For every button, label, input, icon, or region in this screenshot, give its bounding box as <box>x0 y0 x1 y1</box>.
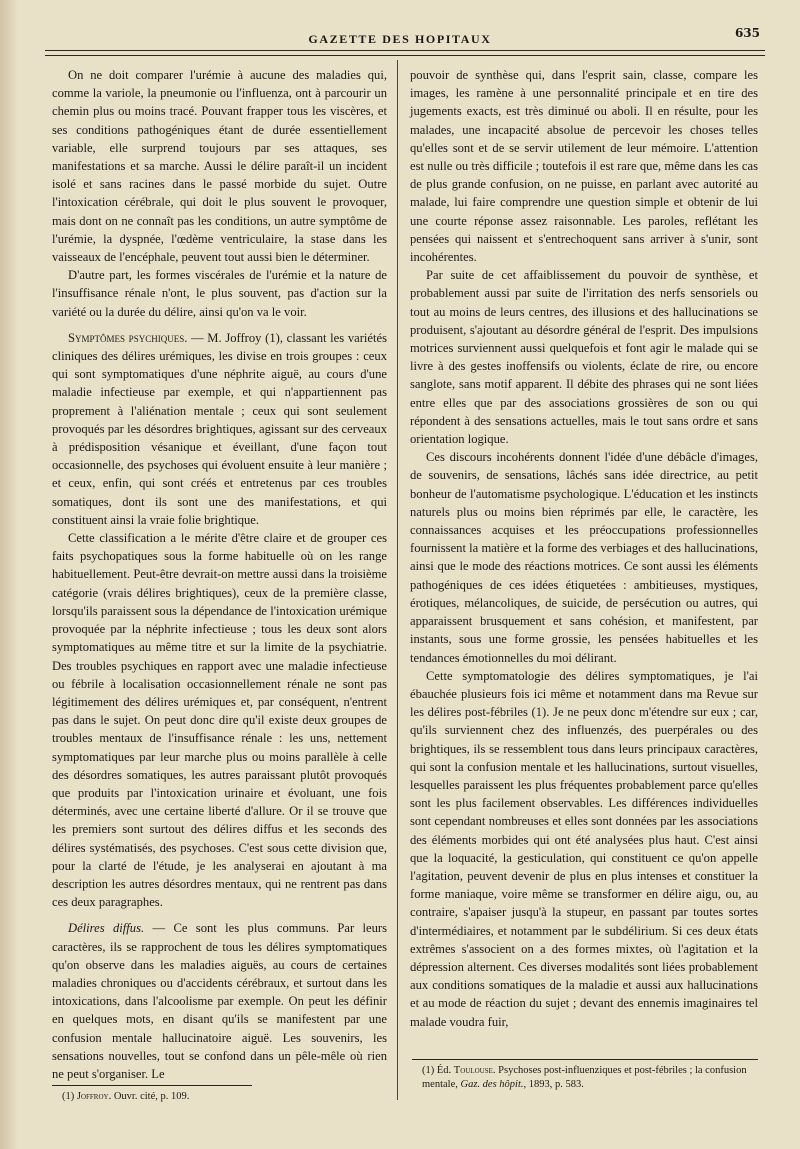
binding-edge <box>0 0 18 1149</box>
paragraph: pouvoir de synthèse qui, dans l'esprit sain, classe, compare les images, les ramène à une personnalité principale et en tire des jugements exacts, est très diminué ou aboli. Il en résulte, pour les malades, une incapacité absolue de percevoir les choses telles qu'elles sont et de se servir utilement de leur mémoire. L'attention est nulle ou très difficile ; toutefois il est rare que, même dans les cas de plus grande confusion, on ne puisse, en parlant avec autorité au malade, lui faire comprendre une question simple et obtenir de lui une courte réponse assez raisonnable. Les paroles, reflétant les pensées qui naissent et s'entrechoquent sans arriver à s'unir, sont incohérentes. <box>410 68 758 265</box>
paragraph: On ne doit comparer l'urémie à aucune des maladies qui, comme la variole, la pneumonie ou l'influenza, ont à parcourir un chemin plus ou moins tracé. Pouvant frapper tous les viscères, et ses conditions pathogéniques étant de durée essentiellement variable, elle surprend toujours par ses attaques, ses manifestations et sa marche. Aussi le délire paraît-il un incident isolé et sans racines dans le passé morbide du sujet. Outre l'intoxication cérébrale, qui doit le plus souvent le provoquer, mais dont on ne connaît pas les conditions, un autre symptôme de l'urémie, la dyspnée, l'œdème ventriculaire, la stase dans les vaisseaux de l'encéphale, peuvent tout aussi bien le déterminer. <box>52 68 387 265</box>
section-heading: Symptômes psychiques. <box>68 330 188 345</box>
footnote-left <box>62 1090 392 1104</box>
footnote-rule-right <box>412 1059 758 1060</box>
right-column <box>410 66 758 1031</box>
left-column <box>52 66 387 1083</box>
footnote-text: , 1893, p. 583. <box>523 1079 584 1090</box>
header-rule-thin <box>45 55 765 56</box>
footnote-marker: (1) <box>62 1091 77 1102</box>
footnote-text: . Ouvr. cité, p. 109. <box>108 1091 190 1102</box>
footnote-marker: (1) Éd. <box>422 1065 454 1076</box>
paragraph: Ces discours incohérents donnent l'idée d'une débâcle d'images, de souvenirs, de sensations, lâchés sans idée directrice, au petit bonheur de l'automatisme psychologique. L'éducation et les instincts naturels plus ou moins bien réprimés par elle, le caractère, les connaissances acquises et les préoccupations professionnelles fournissent la matière et la forme des verbiages et des hallucinations, ainsi que le mode des réactions motrices. Ce sont aussi les éléments pathogéniques de ces idées étiquetées : ambitieuses, mystiques, érotiques, mélancoliques, de suicide, de persécution ou autres, qui apparaissent brusquement et sans cohésion, et manifestent, par instants, sous une forme grossie, les pensées habituelles et les tendances émotionnelles du moi délirant. <box>410 450 758 665</box>
paragraph: D'autre part, les formes viscérales de l'urémie et la nature de l'insuffisance rénale n'ont, le plus souvent, pas d'action sur la variété ou la durée du délire, ainsi qu'on va le voir. <box>52 268 387 319</box>
page-number: 635 <box>734 26 760 40</box>
page-header-title: GAZETTE DES HOPITAUX <box>308 32 492 46</box>
paragraph: Par suite de cet affaiblissement du pouvoir de synthèse, et probablement aussi par suite de l'irritation des nerfs sensoriels ou tout au moins de leurs centres, des illusions et des hallucinations se produisent, s'ajoutant au désordre général de l'esprit. Des impulsions motrices surviennent aussi quelquefois et font agir le malade qui se livre à des gestes inoffensifs ou violents, éclate de rire, ou encore sanglote, sans motif apparent. Il débite des phrases qui ne sont liées entre elles que par des associations grossières de son ou qui répondent à des sensations actuelles, mais le tout sans ordre et sans orientation logique. <box>410 268 758 447</box>
header-rule <box>45 50 765 51</box>
footnote-journal: Gaz. des hôpit. <box>460 1079 524 1090</box>
footnote-text: . Psychoses post-influenziques et post-fébriles ; la confusion mentale, <box>422 1065 747 1090</box>
footnote-author: Joffroy <box>76 1091 109 1102</box>
footnote-right <box>422 1064 758 1092</box>
paragraph: Cette symptomatologie des délires symptomatiques, je l'ai ébauchée plusieurs fois ici même et notamment dans ma Revue sur les délires post-fébriles (1). Je ne peux donc m'étendre sur eux ; car, qu'ils surviennent chez des influenzés, des puerpérales ou des brightiques, ils se ressemblent tous dans leurs principaux caractères, qui sont la confusion mentale et les hallucinations, surtout visuelles, lesquelles paraissent les plus fréquentes probablement parce qu'elles sont les plus facilement observables. Les différences individuelles sont cependant nombreuses et elles sont données par les associations des éléments morbides qui ont été analysées plus haut. C'est ainsi que la loquacité, la gesticulation, qui constituent ce qu'on appelle l'agitation, peuvent devenir de plus en plus intenses et constituer la forme maniaque, voire même se transformer en délire aigu, ou, au contraire, s'apaiser jusqu'à la stupeur, en passant par toutes sortes d'intermédiaires, et notamment par le subdélirium. Si ces deux états extrêmes s'associent on a des formes mixtes, où l'agitation et la dépression alternent. Ces diverses modalités sont liées probablement aux conditions somatiques de la maladie et aussi aux hallucinations et au mode de réaction du sujet ; devant des ennemis imaginaires tel malade voudra fuir, <box>410 668 758 1029</box>
column-divider <box>397 60 398 1100</box>
footnote-author: Toulouse <box>453 1065 493 1076</box>
footnote-rule-left <box>52 1085 252 1086</box>
section-heading: Délires diffus. <box>68 921 145 936</box>
paragraph-delires-diffus <box>52 919 387 1083</box>
paragraph-text: — Ce sont les plus communs. Par leurs caractères, ils se rapprochent de tous les délires symptomatiques qu'on observe dans les maladies aiguës, au cours de certaines maladies chroniques ou d'accidents cérébraux, et surtout dans les intoxications, dans l'alcoolisme par exemple. On peut les définir en quelques mots, en disant qu'ils se manifestent par une confusion mentale hallucinatoire aiguë. Les souvenirs, les sensations nouvelles, tout se confond dans un pêle-mêle où rien ne peut s'organiser. Le <box>52 921 387 1081</box>
paragraph-symptomes <box>52 329 387 529</box>
paragraph: Cette classification a le mérite d'être claire et de grouper ces faits psychopatiques sous la forme habituelle où on les range habituellement. Peut-être devrait-on mettre aussi dans la troisième catégorie (vrais délires brightiques), ceux de la première classe, lorsqu'ils paraissent sous la dépendance de l'intoxication urémique provoquée par la néphrite infectieuse ; tous les deux sont alors symptomatiques au même titre et sur la limite de la psychiatrie. Des troubles psychiques en rapport avec une maladie infectieuse ou fébrile à localisation occasionnellement rénale ne sont pas légitimement des délires urémiques et, par conséquent, n'entrent pas dans le sujet. On peut donc dire qu'il existe deux groupes de troubles mentaux de l'insuffisance rénale : les uns, nettement symptomatiques par leur marche plus ou moins parallèle à celle des désordres somatiques, les autres paraissant plutôt provoqués que produits par l'intoxication urinaire et évoluant, une fois déterminés, avec une certaine liberté d'allure. Or il se trouve que les premiers sont surtout des délires diffus et les seconds des délires systématisés, des psychoses. C'est sous cette division que, pour la clarté de l'étude, je les analyserai en ajoutant à ma description les autres désordres mentaux, qui ne rentrent pas dans ces deux paragraphes. <box>52 531 387 910</box>
paragraph-text: — M. Joffroy (1), classant les variétés cliniques des délires urémiques, les divise en trois groupes : ceux qui sont symptomatiques d'une néphrite aiguë, au cours d'une maladie infectieuse par exemple, et qui n'appartiennent pas proprement à l'aliénation mentale ; ceux qui sont seulement provoqués par les désordres brightiques, agissant sur des cerveaux à prédisposition vésanique et éveillant, d'une façon tout occasionnelle, des psychoses qui évoluent ensuite à leur manière ; et ceux, enfin, qui sont créés et entretenus par ces troubles somatiques, dont ils sont une des manifestations, et qui constituent ainsi la vraie folie brightique. <box>52 330 387 527</box>
